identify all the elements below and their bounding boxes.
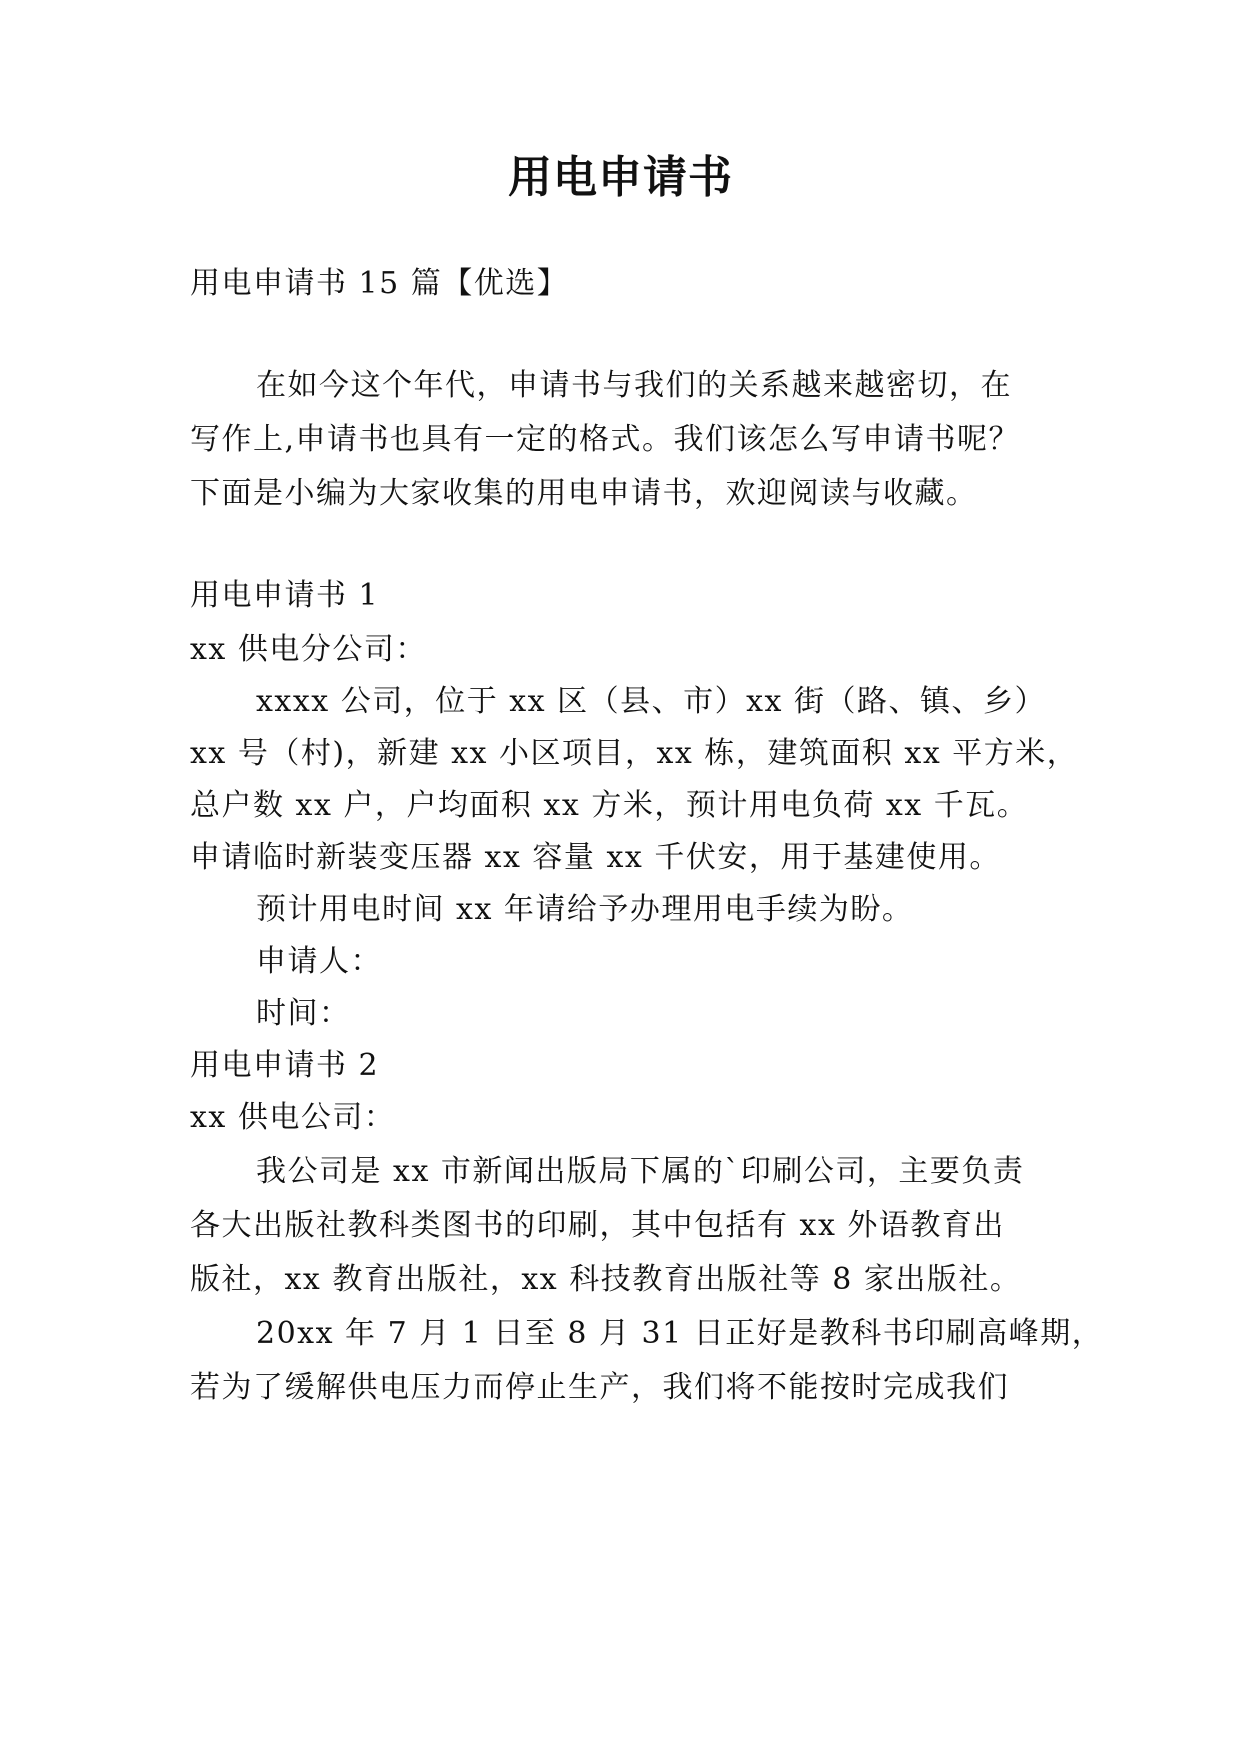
letter2-para1-line: 我公司是 xx 市新闻出版局下属的`印刷公司，主要负责: [256, 1154, 1025, 1189]
intro-line: 在如今这个年代，申请书与我们的关系越来越密切，在: [256, 368, 1012, 403]
letter2-para2-line: 若为了缓解供电压力而停止生产，我们将不能按时完成我们: [190, 1370, 1009, 1405]
intro-line: 下面是小编为大家收集的用电申请书，欢迎阅读与收藏。: [190, 476, 978, 511]
letter1-salutation: xx 供电分公司：: [190, 632, 427, 667]
letter2-para2-line: 20xx 年 7 月 1 日至 8 月 31 日正好是教科书印刷高峰期，: [256, 1316, 1104, 1351]
letter1-body-line: 总户数 xx 户，户均面积 xx 方米，预计用电负荷 xx 千瓦。: [190, 788, 1029, 823]
letter2-para1-line: 版社，xx 教育出版社，xx 科技教育出版社等 8 家出版社。: [190, 1262, 1022, 1297]
letter1-body-line: xxxx 公司，位于 xx 区（县、市）xx 街（路、镇、乡）: [256, 684, 1046, 719]
document-title: 用电申请书: [508, 152, 733, 203]
letter1-applicant: 申请人：: [256, 944, 382, 979]
letter1-date: 时间：: [256, 996, 351, 1031]
letter2-para1-line: 各大出版社教科类图书的印刷，其中包括有 xx 外语教育出: [190, 1208, 1005, 1243]
letter1-body-line: xx 号（村)，新建 xx 小区项目，xx 栋，建筑面积 xx 平方米，: [190, 736, 1079, 771]
letter2-salutation: xx 供电公司：: [190, 1100, 396, 1135]
letter1-request: 预计用电时间 xx 年请给予办理用电手续为盼。: [256, 892, 914, 927]
letter1-heading: 用电申请书 1: [190, 578, 380, 613]
intro-line: 写作上,申请书也具有一定的格式。我们该怎么写申请书呢？: [190, 422, 1021, 457]
document-subtitle: 用电申请书 15 篇【优选】: [190, 266, 569, 301]
letter2-heading: 用电申请书 2: [190, 1048, 380, 1083]
letter1-body-line: 申请临时新装变压器 xx 容量 xx 千伏安，用于基建使用。: [190, 840, 1001, 875]
